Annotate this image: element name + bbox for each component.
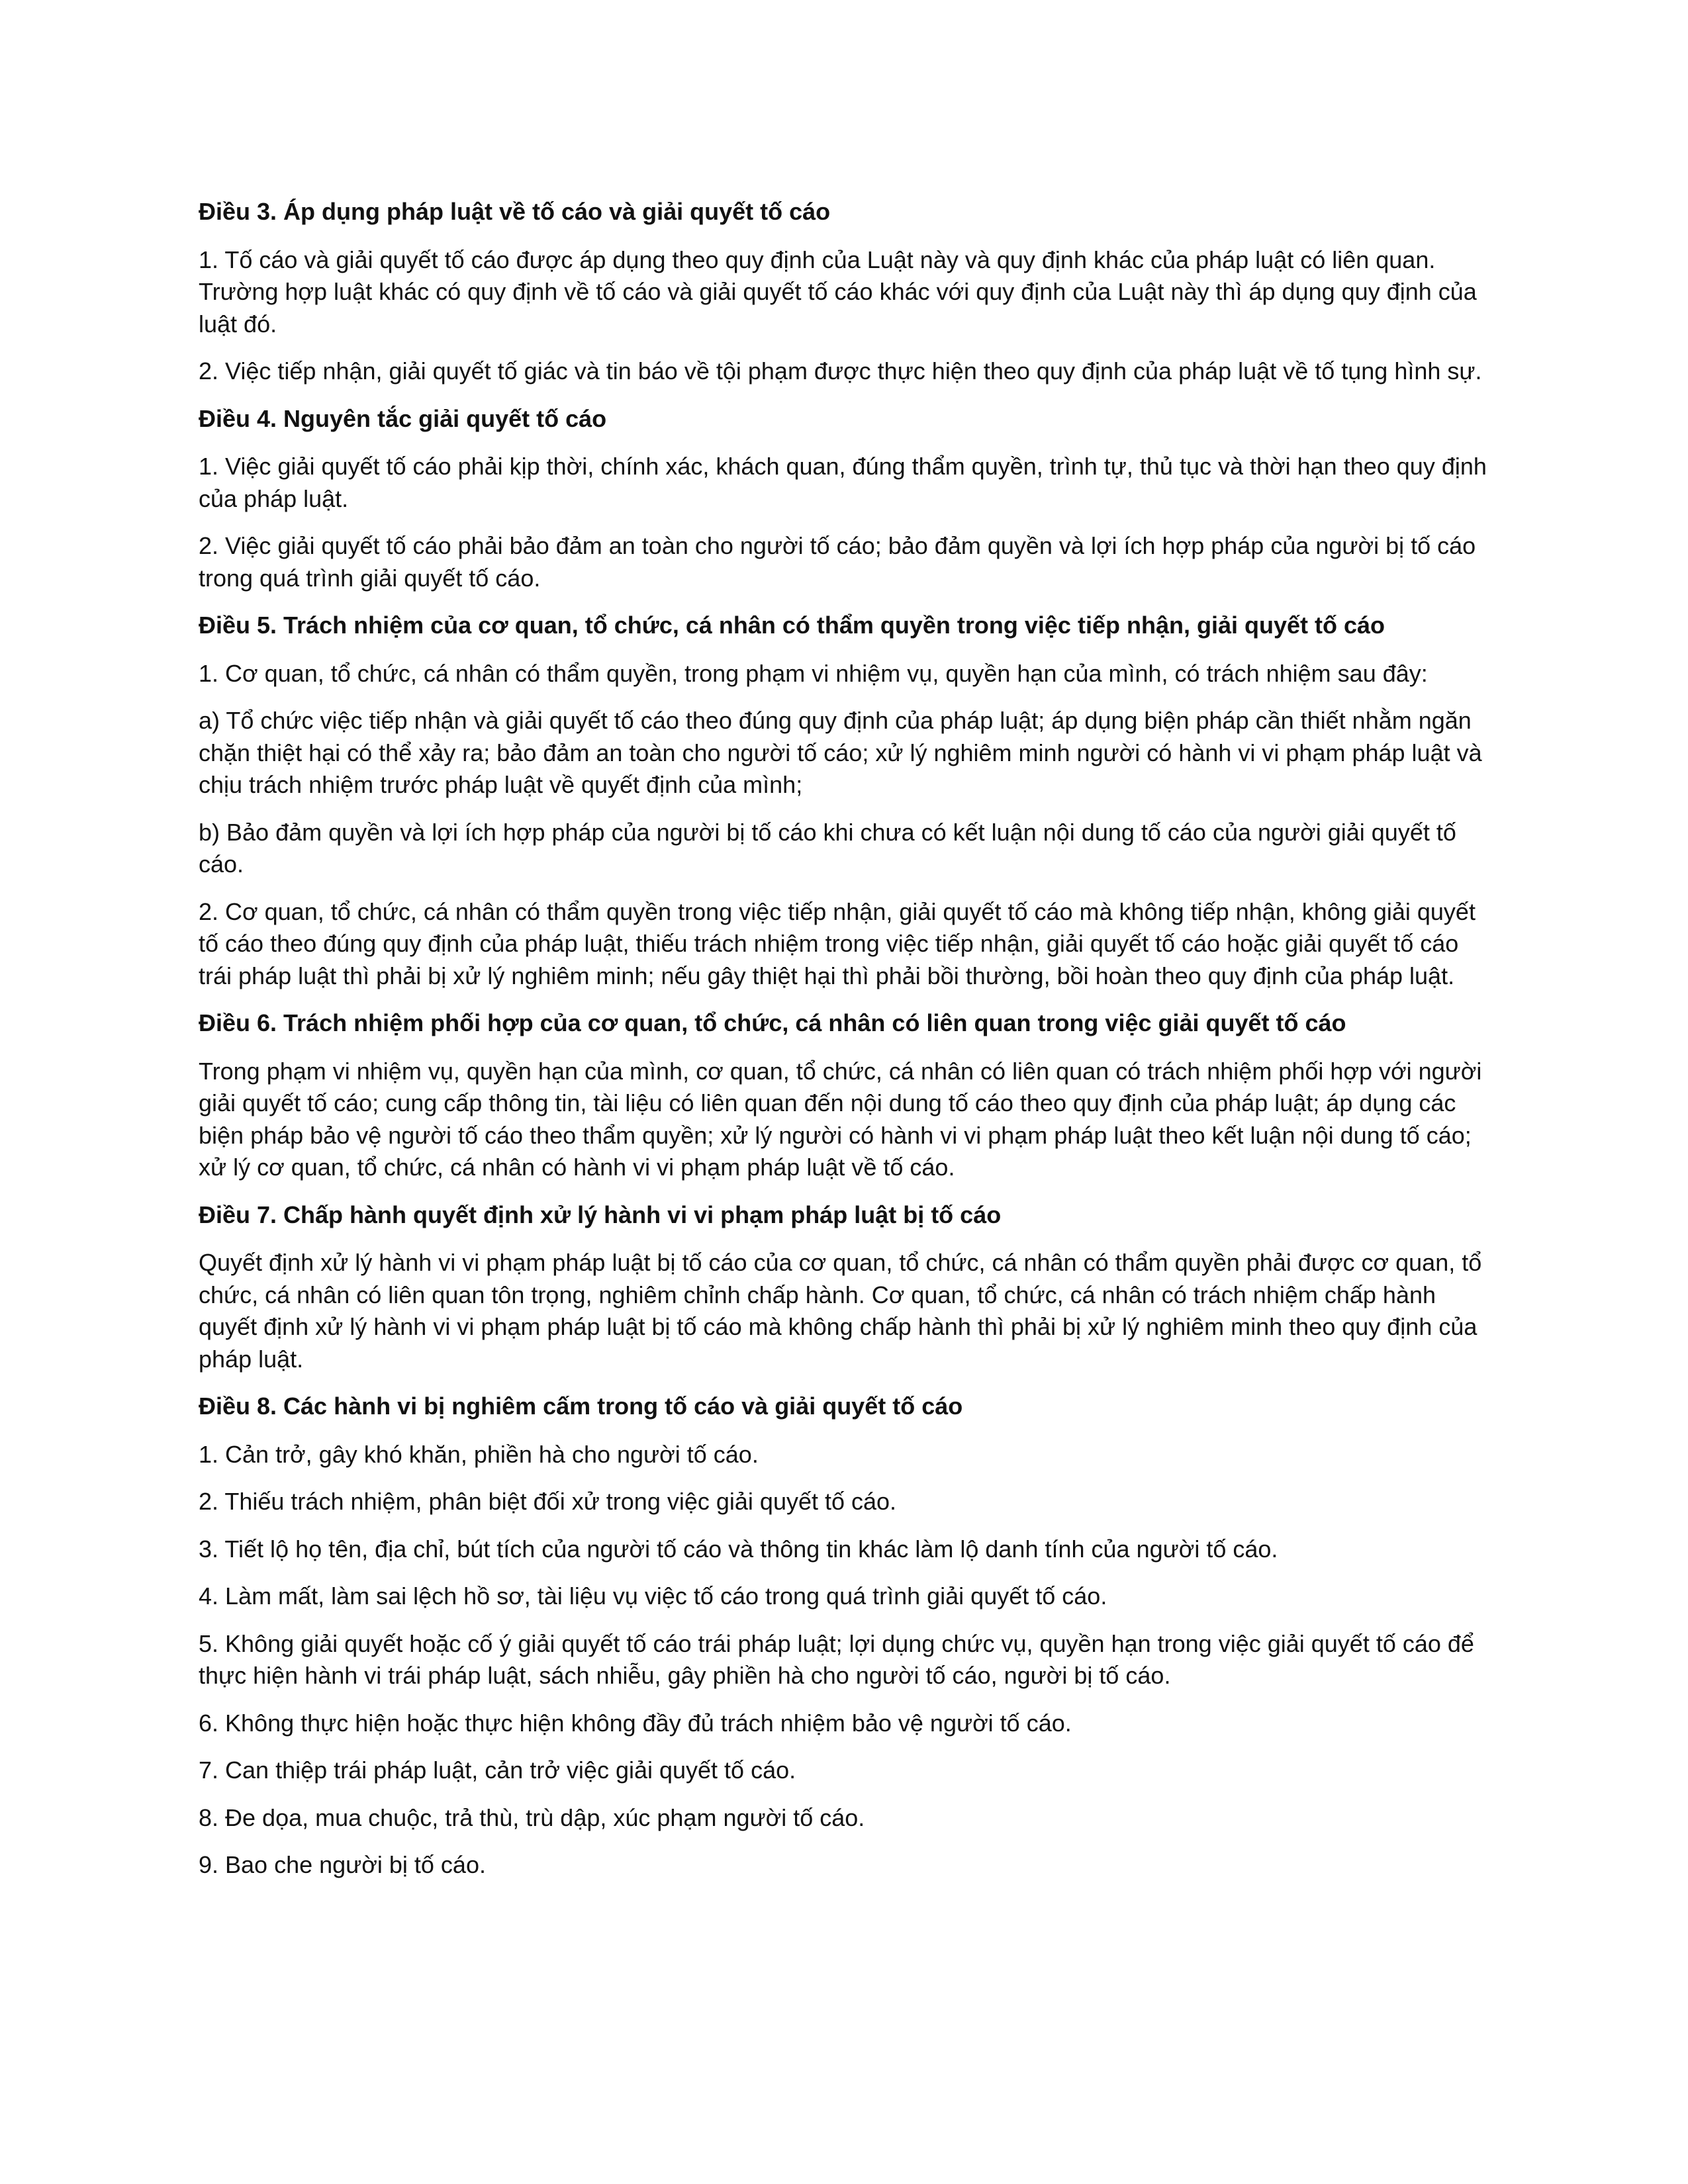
article-heading: Điều 7. Chấp hành quyết định xử lý hành vi vi phạm pháp luật bị tố cáo (199, 1201, 1002, 1228)
paragraph: a) Tổ chức việc tiếp nhận và giải quyết tố cáo theo đúng quy định của pháp luật; áp dụng biện pháp cần thiết nhằm ngăn chặn thiệt hại có thể xảy ra; bảo đảm an toàn cho người tố cáo; xử lý nghiêm minh người có hành vi vi phạm pháp luật và chịu trách nhiệm trước pháp luật về quyết định của mình; (199, 707, 1482, 798)
article-6 (199, 1007, 1489, 1184)
list-item: 9. Bao che người bị tố cáo. (199, 1851, 486, 1878)
article-heading: Điều 4. Nguyên tắc giải quyết tố cáo (199, 404, 607, 432)
paragraph: 2. Việc tiếp nhận, giải quyết tố giác và tin báo về tội phạm được thực hiện theo quy định của pháp luật về tố tụng hình sự. (199, 357, 1482, 385)
article-8 (199, 1390, 1489, 1882)
paragraph: Trong phạm vi nhiệm vụ, quyền hạn của mình, cơ quan, tổ chức, cá nhân có liên quan có trách nhiệm phối hợp với người giải quyết tố cáo; cung cấp thông tin, tài liệu có liên quan đến nội dung tố cáo theo quy định của pháp luật; áp dụng các biện pháp bảo vệ người tố cáo theo thẩm quyền; xử lý người có hành vi vi phạm pháp luật theo kết luận nội dung tố cáo; xử lý cơ quan, tổ chức, cá nhân có hành vi vi phạm pháp luật về tố cáo. (199, 1057, 1482, 1181)
paragraph: Quyết định xử lý hành vi vi phạm pháp luật bị tố cáo của cơ quan, tổ chức, cá nhân có thẩm quyền phải được cơ quan, tổ chức, cá nhân có liên quan tôn trọng, nghiêm chỉnh chấp hành. Cơ quan, tổ chức, cá nhân có trách nhiệm chấp hành quyết định xử lý hành vi vi phạm pháp luật bị tố cáo mà không chấp hành thì phải bị xử lý nghiêm minh theo quy định của pháp luật. (199, 1249, 1482, 1373)
article-heading: Điều 5. Trách nhiệm của cơ quan, tổ chức, cá nhân có thẩm quyền trong việc tiếp nhận, giải quyết tố cáo (199, 612, 1385, 639)
article-4 (199, 403, 1489, 595)
paragraph: 2. Việc giải quyết tố cáo phải bảo đảm an toàn cho người tố cáo; bảo đảm quyền và lợi ích hợp pháp của người bị tố cáo trong quá trình giải quyết tố cáo. (199, 532, 1476, 592)
paragraph: 2. Cơ quan, tổ chức, cá nhân có thẩm quyền trong việc tiếp nhận, giải quyết tố cáo mà không tiếp nhận, không giải quyết tố cáo theo đúng quy định của pháp luật, thiếu trách nhiệm trong việc tiếp nhận, giải quyết tố cáo hoặc giải quyết tố cáo trái pháp luật thì phải bị xử lý nghiêm minh; nếu gây thiệt hại thì phải bồi thường, bồi hoàn theo quy định của pháp luật. (199, 897, 1476, 989)
paragraph: 1. Tố cáo và giải quyết tố cáo được áp dụng theo quy định của Luật này và quy định khác của pháp luật có liên quan. Trường hợp luật khác có quy định về tố cáo và giải quyết tố cáo khác với quy định của Luật này thì áp dụng quy định của luật đó. (199, 246, 1477, 338)
list-item: 7. Can thiệp trái pháp luật, cản trở việc giải quyết tố cáo. (199, 1756, 796, 1784)
list-item: 2. Thiếu trách nhiệm, phân biệt đối xử trong việc giải quyết tố cáo. (199, 1488, 897, 1515)
document-page (199, 196, 1489, 1897)
paragraph: 1. Cơ quan, tổ chức, cá nhân có thẩm quyền, trong phạm vi nhiệm vụ, quyền hạn của mình, có trách nhiệm sau đây: (199, 659, 1428, 687)
list-item: 8. Đe dọa, mua chuộc, trả thù, trù dập, xúc phạm người tố cáo. (199, 1803, 865, 1831)
list-item: 5. Không giải quyết hoặc cố ý giải quyết tố cáo trái pháp luật; lợi dụng chức vụ, quyền hạn trong việc giải quyết tố cáo để thực hiện hành vi trái pháp luật, sách nhiễu, gây phiền hà cho người tố cáo, người bị tố cáo. (199, 1629, 1474, 1689)
list-item: 6. Không thực hiện hoặc thực hiện không đầy đủ trách nhiệm bảo vệ người tố cáo. (199, 1709, 1072, 1737)
article-heading: Điều 6. Trách nhiệm phối hợp của cơ quan, tổ chức, cá nhân có liên quan trong việc giải quyết tố cáo (199, 1009, 1346, 1036)
list-item: 1. Cản trở, gây khó khăn, phiền hà cho người tố cáo. (199, 1440, 759, 1468)
list-item: 3. Tiết lộ họ tên, địa chỉ, bút tích của người tố cáo và thông tin khác làm lộ danh tính của người tố cáo. (199, 1535, 1278, 1563)
article-7 (199, 1199, 1489, 1376)
paragraph: 1. Việc giải quyết tố cáo phải kịp thời, chính xác, khách quan, đúng thẩm quyền, trình tự, thủ tục và thời hạn theo quy định của pháp luật. (199, 453, 1487, 512)
article-heading: Điều 8. Các hành vi bị nghiêm cấm trong tố cáo và giải quyết tố cáo (199, 1392, 963, 1420)
article-5 (199, 610, 1489, 992)
list-item: 4. Làm mất, làm sai lệch hồ sơ, tài liệu vụ việc tố cáo trong quá trình giải quyết tố cáo. (199, 1582, 1107, 1610)
article-3 (199, 196, 1489, 388)
article-heading: Điều 3. Áp dụng pháp luật về tố cáo và giải quyết tố cáo (199, 198, 831, 225)
paragraph: b) Bảo đảm quyền và lợi ích hợp pháp của người bị tố cáo khi chưa có kết luận nội dung tố cáo của người giải quyết tố cáo. (199, 818, 1456, 878)
